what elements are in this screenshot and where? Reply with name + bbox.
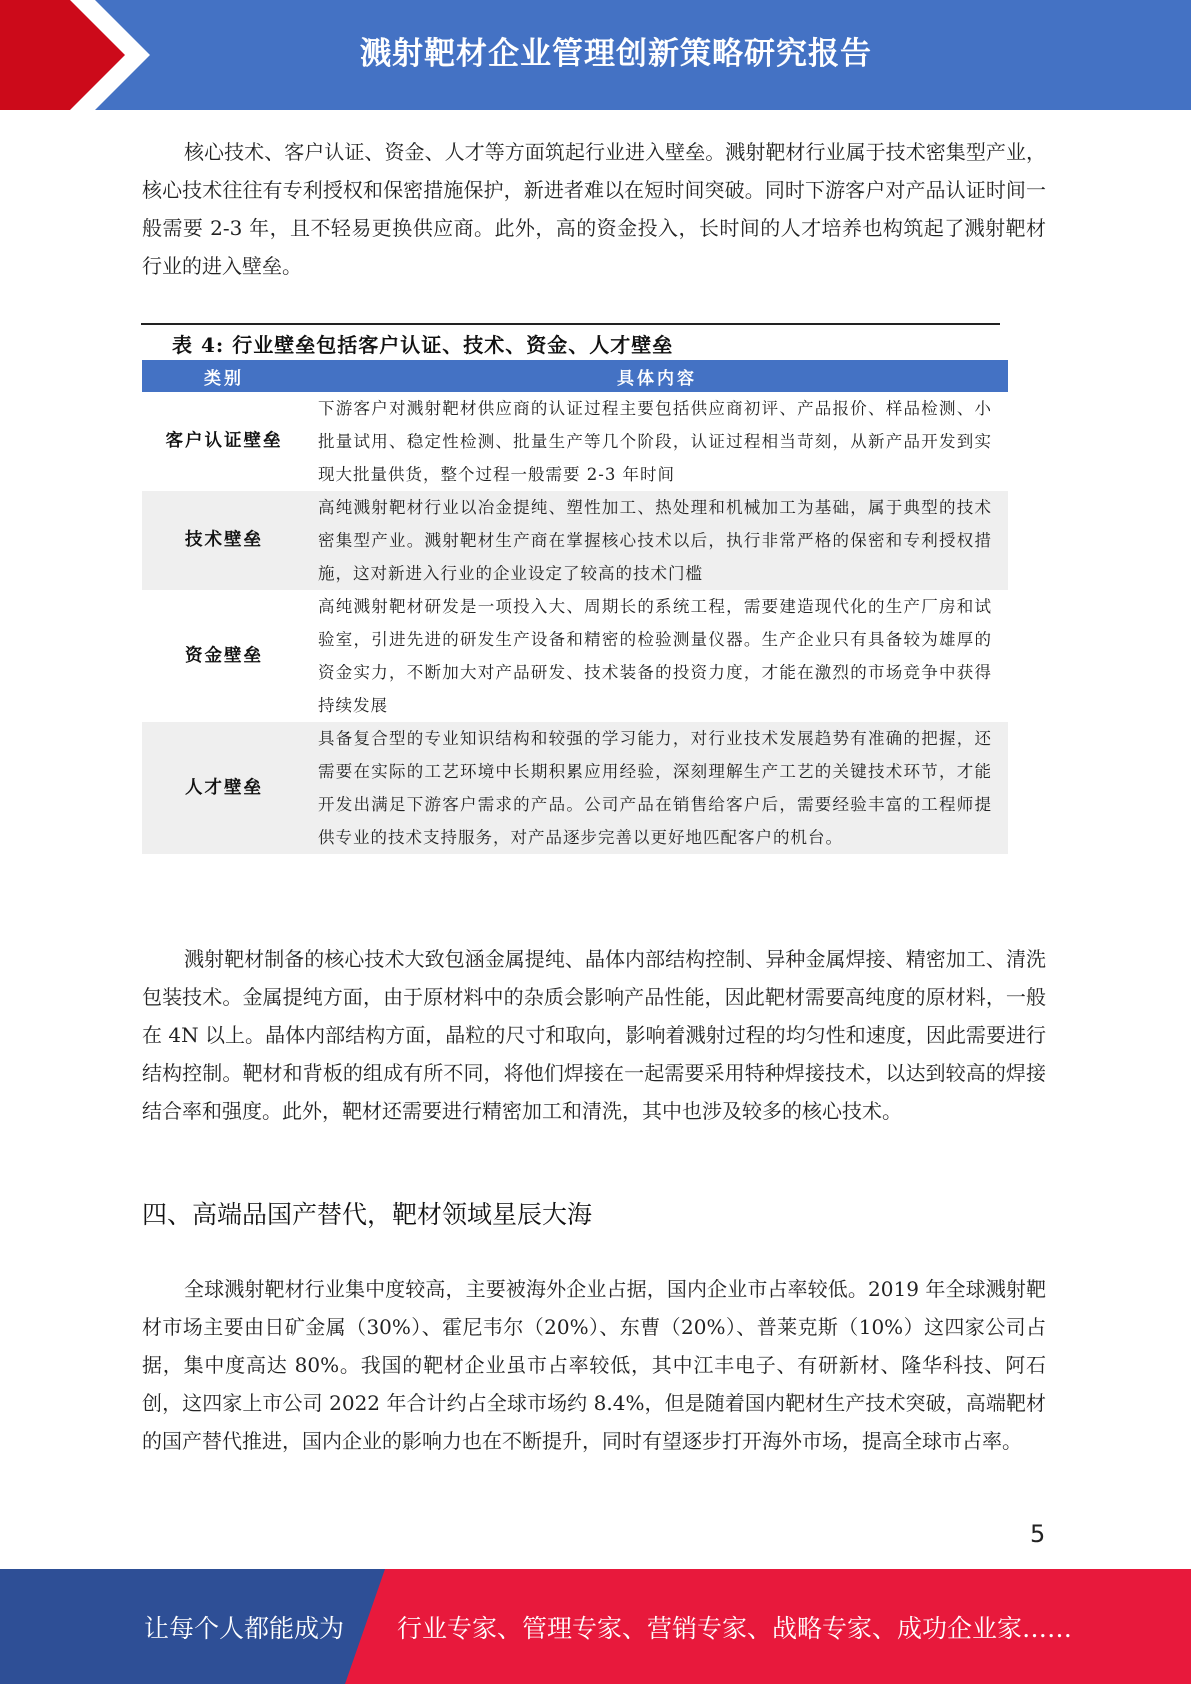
table-row xyxy=(142,722,1008,854)
row-content: 具备复合型的专业知识结构和较强的学习能力，对行业技术发展趋势有准确的把握，还需要在实际的工艺环境中长期积累应用经验，深刻理解生产工艺的关键技术环节，才能开发出满足下游客户需求的产品。公司产品在销售给客户后，需要经验丰富的工程师提供专业的技术支持服务，对产品逐步完善以更好地匹配客户的机台。 xyxy=(306,722,1008,854)
footer-slogan-left: 让每个人都能成为 xyxy=(144,1614,345,1643)
section-heading: 四、高端品国产替代，靶材领域星辰大海 xyxy=(142,1200,593,1229)
column-header-category: 类别 xyxy=(142,360,306,392)
row-category: 技术壁垒 xyxy=(142,491,306,590)
page-header xyxy=(0,0,1191,110)
market-paragraph: 全球溅射靶材行业集中度较高，主要被海外企业占据，国内企业市占率较低。2019 年全球溅射靶材市场主要由日矿金属（30%）、霍尼韦尔（20%）、东曹（20%）、普莱克斯（10%）这四家公司占据，集中度高达 80%。我国的靶材企业虽市占率较低，其中江丰电子、有研新材、隆华科技、阿石创，这四家上市公司 2022 年合计约占全球市场约 8.4%，但是随着国内靶材生产技术突破，高端靶材的国产替代推进，国内企业的影响力也在不断提升，同时有望逐步打开海外市场，提高全球市占率。 xyxy=(142,1277,1046,1453)
header-arrow-graphic xyxy=(0,0,160,110)
report-title: 溅射靶材企业管理创新策略研究报告 xyxy=(360,36,872,72)
page-number: 5 xyxy=(1030,1520,1046,1548)
table-row xyxy=(142,590,1008,722)
page-footer xyxy=(0,1569,1191,1684)
row-content: 下游客户对溅射靶材供应商的认证过程主要包括供应商初评、产品报价、样品检测、小批量试用、稳定性检测、批量生产等几个阶段，认证过程相当苛刻，从新产品开发到实现大批量供货，整个过程一般需要 2-3 年时间 xyxy=(306,392,1008,491)
intro-paragraph: 核心技术、客户认证、资金、人才等方面筑起行业进入壁垒。溅射靶材行业属于技术密集型产业，核心技术往往有专利授权和保密措施保护，新进者难以在短时间突破。同时下游客户对产品认证时间一般需要 2-3 年，且不轻易更换供应商。此外，高的资金投入，长时间的人才培养也构筑起了溅射靶材行业的进入壁垒。 xyxy=(142,140,1046,278)
column-header-content: 具体内容 xyxy=(306,360,1008,392)
row-category: 人才壁垒 xyxy=(142,722,306,854)
table-header-row xyxy=(142,360,1008,392)
barriers-table xyxy=(142,360,1008,854)
table-caption: 表 4: 行业壁垒包括客户认证、技术、资金、人才壁垒 xyxy=(172,333,674,357)
row-category: 资金壁垒 xyxy=(142,590,306,722)
footer-slogan-right: 行业专家、管理专家、营销专家、战略专家、成功企业家…… xyxy=(397,1614,1073,1643)
row-content: 高纯溅射靶材行业以冶金提纯、塑性加工、热处理和机械加工为基础，属于典型的技术密集型产业。溅射靶材生产商在掌握核心技术以后，执行非常严格的保密和专利授权措施，这对新进入行业的企业设定了较高的技术门槛 xyxy=(306,491,1008,590)
table-row xyxy=(142,491,1008,590)
core-tech-paragraph: 溅射靶材制备的核心技术大致包涵金属提纯、晶体内部结构控制、异种金属焊接、精密加工、清洗包装技术。金属提纯方面，由于原材料中的杂质会影响产品性能，因此靶材需要高纯度的原材料，一般在 4N 以上。晶体内部结构方面，晶粒的尺寸和取向，影响着溅射过程的均匀性和速度，因此需要进行结构控制。靶材和背板的组成有所不同，将他们焊接在一起需要采用特种焊接技术，以达到较高的焊接结合率和强度。此外，靶材还需要进行精密加工和清洗，其中也涉及较多的核心技术。 xyxy=(142,947,1046,1123)
table-top-rule xyxy=(141,323,1000,325)
row-category: 客户认证壁垒 xyxy=(142,392,306,491)
row-content: 高纯溅射靶材研发是一项投入大、周期长的系统工程，需要建造现代化的生产厂房和试验室，引进先进的研发生产设备和精密的检验测量仪器。生产企业只有具备较为雄厚的资金实力，不断加大对产品研发、技术装备的投资力度，才能在激烈的市场竞争中获得持续发展 xyxy=(306,590,1008,722)
table-row xyxy=(142,392,1008,491)
